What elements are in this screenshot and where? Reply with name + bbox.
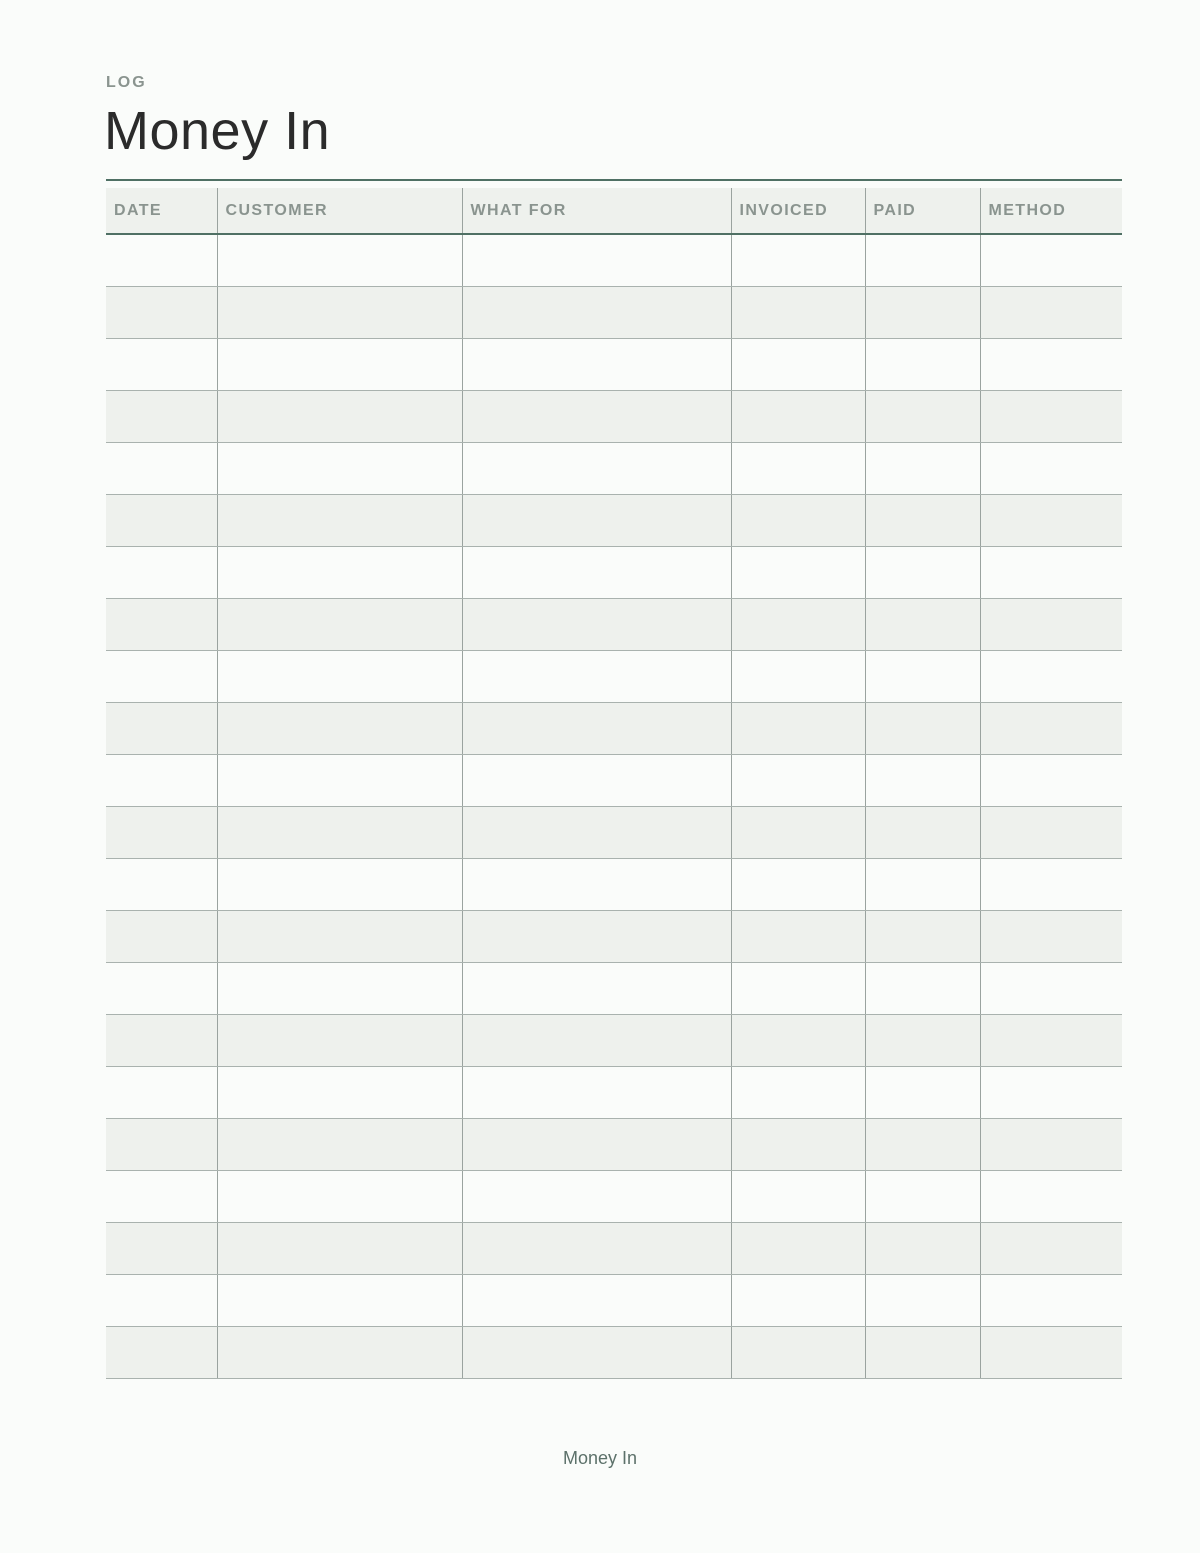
cell-date[interactable]	[106, 286, 217, 338]
cell-date[interactable]	[106, 910, 217, 962]
cell-customer[interactable]	[217, 1222, 462, 1274]
cell-paid[interactable]	[865, 1066, 980, 1118]
table-row	[106, 650, 1122, 702]
cell-invoiced[interactable]	[731, 754, 865, 806]
cell-method[interactable]	[980, 286, 1122, 338]
table-row	[106, 1326, 1122, 1378]
cell-method[interactable]	[980, 390, 1122, 442]
cell-method[interactable]	[980, 1066, 1122, 1118]
page-footer: Money In	[562, 1448, 638, 1468]
cell-invoiced[interactable]	[731, 910, 865, 962]
cell-method[interactable]	[980, 234, 1122, 286]
column-header-invoiced: INVOICED	[731, 188, 865, 234]
cell-date[interactable]	[106, 1014, 217, 1066]
cell-paid[interactable]	[865, 962, 980, 1014]
cell-paid[interactable]	[865, 442, 980, 494]
cell-what-for[interactable]	[462, 1170, 731, 1222]
cell-invoiced[interactable]	[731, 962, 865, 1014]
cell-customer[interactable]	[217, 1014, 462, 1066]
cell-what-for[interactable]	[462, 286, 731, 338]
table-row	[106, 1014, 1122, 1066]
cell-paid[interactable]	[865, 338, 980, 390]
cell-what-for[interactable]	[462, 1066, 731, 1118]
cell-customer[interactable]	[217, 650, 462, 702]
table-row	[106, 702, 1122, 754]
cell-date[interactable]	[106, 962, 217, 1014]
cell-what-for[interactable]	[462, 858, 731, 910]
cell-date[interactable]	[106, 1326, 217, 1378]
cell-customer[interactable]	[217, 234, 462, 286]
cell-customer[interactable]	[217, 1066, 462, 1118]
cell-paid[interactable]	[865, 1326, 980, 1378]
cell-date[interactable]	[106, 650, 217, 702]
cell-paid[interactable]	[865, 546, 980, 598]
cell-customer[interactable]	[217, 910, 462, 962]
cell-method[interactable]	[980, 650, 1122, 702]
table-row	[106, 806, 1122, 858]
table-row	[106, 962, 1122, 1014]
cell-what-for[interactable]	[462, 806, 731, 858]
cell-customer[interactable]	[217, 390, 462, 442]
table-body	[106, 234, 1122, 1378]
cell-what-for[interactable]	[462, 962, 731, 1014]
cell-invoiced[interactable]	[731, 286, 865, 338]
cell-date[interactable]	[106, 1222, 217, 1274]
cell-invoiced[interactable]	[731, 702, 865, 754]
cell-customer[interactable]	[217, 1326, 462, 1378]
cell-paid[interactable]	[865, 806, 980, 858]
table-header	[106, 188, 1122, 234]
column-header-paid: PAID	[865, 188, 980, 234]
cell-date[interactable]	[106, 1118, 217, 1170]
table-row	[106, 338, 1122, 390]
table-row	[106, 1222, 1122, 1274]
cell-customer[interactable]	[217, 1170, 462, 1222]
table-row	[106, 546, 1122, 598]
cell-invoiced[interactable]	[731, 546, 865, 598]
cell-customer[interactable]	[217, 754, 462, 806]
column-header-what-for: WHAT FOR	[462, 188, 731, 234]
cell-date[interactable]	[106, 494, 217, 546]
cell-invoiced[interactable]	[731, 390, 865, 442]
cell-what-for[interactable]	[462, 442, 731, 494]
cell-paid[interactable]	[865, 1222, 980, 1274]
cell-customer[interactable]	[217, 962, 462, 1014]
cell-method[interactable]	[980, 1118, 1122, 1170]
table-row	[106, 858, 1122, 910]
cell-what-for[interactable]	[462, 1274, 731, 1326]
cell-customer[interactable]	[217, 546, 462, 598]
cell-paid[interactable]	[865, 650, 980, 702]
cell-what-for[interactable]	[462, 494, 731, 546]
cell-what-for[interactable]	[462, 702, 731, 754]
cell-paid[interactable]	[865, 1170, 980, 1222]
cell-invoiced[interactable]	[731, 1326, 865, 1378]
cell-customer[interactable]	[217, 286, 462, 338]
cell-customer[interactable]	[217, 442, 462, 494]
cell-customer[interactable]	[217, 806, 462, 858]
cell-what-for[interactable]	[462, 1326, 731, 1378]
cell-what-for[interactable]	[462, 1118, 731, 1170]
cell-date[interactable]	[106, 806, 217, 858]
column-header-date: DATE	[106, 188, 217, 234]
cell-paid[interactable]	[865, 1274, 980, 1326]
table-row	[106, 1170, 1122, 1222]
cell-paid[interactable]	[865, 1014, 980, 1066]
cell-customer[interactable]	[217, 598, 462, 650]
cell-date[interactable]	[106, 702, 217, 754]
cell-paid[interactable]	[865, 702, 980, 754]
cell-date[interactable]	[106, 754, 217, 806]
cell-date[interactable]	[106, 546, 217, 598]
cell-what-for[interactable]	[462, 1222, 731, 1274]
table-row	[106, 442, 1122, 494]
cell-paid[interactable]	[865, 910, 980, 962]
cell-invoiced[interactable]	[731, 1274, 865, 1326]
cell-paid[interactable]	[865, 286, 980, 338]
cell-invoiced[interactable]	[731, 806, 865, 858]
page-eyebrow: LOG	[106, 74, 147, 91]
cell-method[interactable]	[980, 442, 1122, 494]
cell-invoiced[interactable]	[731, 1014, 865, 1066]
cell-method[interactable]	[980, 858, 1122, 910]
cell-what-for[interactable]	[462, 650, 731, 702]
cell-date[interactable]	[106, 858, 217, 910]
cell-customer[interactable]	[217, 338, 462, 390]
cell-what-for[interactable]	[462, 234, 731, 286]
table-row	[106, 494, 1122, 546]
cell-paid[interactable]	[865, 598, 980, 650]
cell-what-for[interactable]	[462, 1014, 731, 1066]
cell-invoiced[interactable]	[731, 234, 865, 286]
cell-date[interactable]	[106, 1274, 217, 1326]
table-row	[106, 598, 1122, 650]
cell-method[interactable]	[980, 806, 1122, 858]
cell-date[interactable]	[106, 338, 217, 390]
cell-paid[interactable]	[865, 234, 980, 286]
cell-what-for[interactable]	[462, 754, 731, 806]
cell-invoiced[interactable]	[731, 858, 865, 910]
table-row	[106, 754, 1122, 806]
cell-date[interactable]	[106, 390, 217, 442]
cell-what-for[interactable]	[462, 598, 731, 650]
cell-method[interactable]	[980, 1170, 1122, 1222]
cell-method[interactable]	[980, 1014, 1122, 1066]
cell-invoiced[interactable]	[731, 1066, 865, 1118]
cell-method[interactable]	[980, 702, 1122, 754]
cell-method[interactable]	[980, 1326, 1122, 1378]
cell-method[interactable]	[980, 1274, 1122, 1326]
cell-invoiced[interactable]	[731, 1222, 865, 1274]
cell-paid[interactable]	[865, 494, 980, 546]
cell-paid[interactable]	[865, 390, 980, 442]
cell-method[interactable]	[980, 546, 1122, 598]
cell-date[interactable]	[106, 598, 217, 650]
page-title: Money In	[104, 101, 331, 161]
cell-customer[interactable]	[217, 858, 462, 910]
cell-invoiced[interactable]	[731, 338, 865, 390]
cell-invoiced[interactable]	[731, 1170, 865, 1222]
cell-date[interactable]	[106, 1170, 217, 1222]
cell-paid[interactable]	[865, 1118, 980, 1170]
cell-method[interactable]	[980, 338, 1122, 390]
column-header-customer: CUSTOMER	[217, 188, 462, 234]
cell-invoiced[interactable]	[731, 1118, 865, 1170]
cell-method[interactable]	[980, 754, 1122, 806]
cell-method[interactable]	[980, 494, 1122, 546]
cell-customer[interactable]	[217, 494, 462, 546]
column-header-method: METHOD	[980, 188, 1122, 234]
table-row	[106, 234, 1122, 286]
cell-what-for[interactable]	[462, 390, 731, 442]
cell-paid[interactable]	[865, 754, 980, 806]
cell-customer[interactable]	[217, 1274, 462, 1326]
cell-invoiced[interactable]	[731, 494, 865, 546]
table-row	[106, 1066, 1122, 1118]
money-in-table	[106, 188, 1122, 1379]
table-row	[106, 910, 1122, 962]
cell-invoiced[interactable]	[731, 442, 865, 494]
cell-method[interactable]	[980, 598, 1122, 650]
table-row	[106, 286, 1122, 338]
title-divider	[106, 179, 1122, 181]
cell-date[interactable]	[106, 1066, 217, 1118]
cell-date[interactable]	[106, 234, 217, 286]
table-header-row	[106, 188, 1122, 234]
cell-method[interactable]	[980, 962, 1122, 1014]
cell-method[interactable]	[980, 1222, 1122, 1274]
table-row	[106, 1274, 1122, 1326]
cell-invoiced[interactable]	[731, 650, 865, 702]
cell-what-for[interactable]	[462, 338, 731, 390]
cell-customer[interactable]	[217, 1118, 462, 1170]
cell-invoiced[interactable]	[731, 598, 865, 650]
cell-method[interactable]	[980, 910, 1122, 962]
cell-what-for[interactable]	[462, 910, 731, 962]
cell-paid[interactable]	[865, 858, 980, 910]
cell-what-for[interactable]	[462, 546, 731, 598]
table-row	[106, 390, 1122, 442]
cell-customer[interactable]	[217, 702, 462, 754]
cell-date[interactable]	[106, 442, 217, 494]
table-row	[106, 1118, 1122, 1170]
